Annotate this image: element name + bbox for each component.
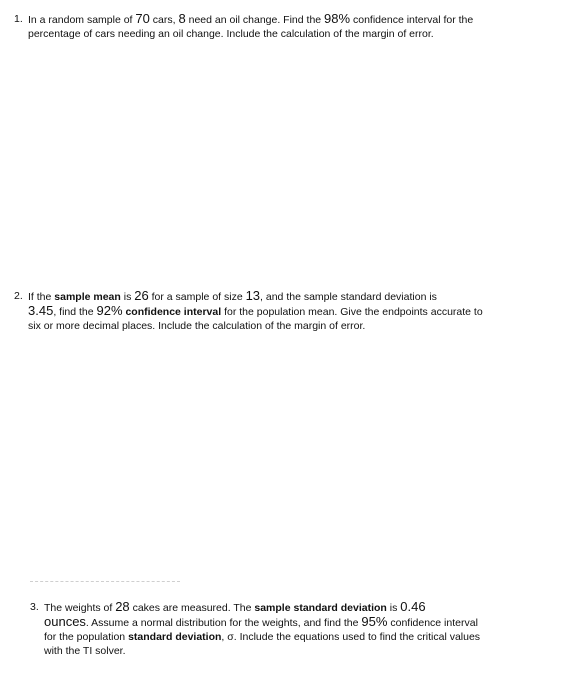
question-3-line-4: with the TI solver. (44, 645, 126, 657)
question-2 (14, 289, 483, 333)
question-1-line-1: In a random sample of 70 cars, 8 need an oil change. Find the 98% confidence interval for the (28, 11, 474, 26)
question-3-number: 3. (30, 601, 39, 613)
question-3-line-1: The weights of 28 cakes are measured. The sample standard deviation is 0.46 (44, 599, 426, 614)
question-1 (14, 12, 473, 41)
question-3-line-2: ounces. Assume a normal distribution for the weights, and find the 95% confidence interval (44, 614, 478, 629)
question-2-line-3: six or more decimal places. Include the calculation of the margin of error. (28, 320, 366, 332)
question-1-line-2: percentage of cars needing an oil change. Include the calculation of the margin of error. (28, 28, 434, 40)
divider-line (30, 581, 180, 582)
question-3-line-3: for the population standard deviation, σ. Include the equations used to find the critical values (44, 631, 481, 643)
question-2-number: 2. (14, 290, 23, 302)
question-1-number: 1. (14, 13, 23, 25)
question-3 (30, 600, 480, 658)
question-2-line-2: 3.45, find the 92% confidence interval for the population mean. Give the endpoints accurate to (28, 303, 483, 318)
question-2-line-1: If the sample mean is 26 for a sample of size 13, and the sample standard deviation is (28, 288, 437, 303)
